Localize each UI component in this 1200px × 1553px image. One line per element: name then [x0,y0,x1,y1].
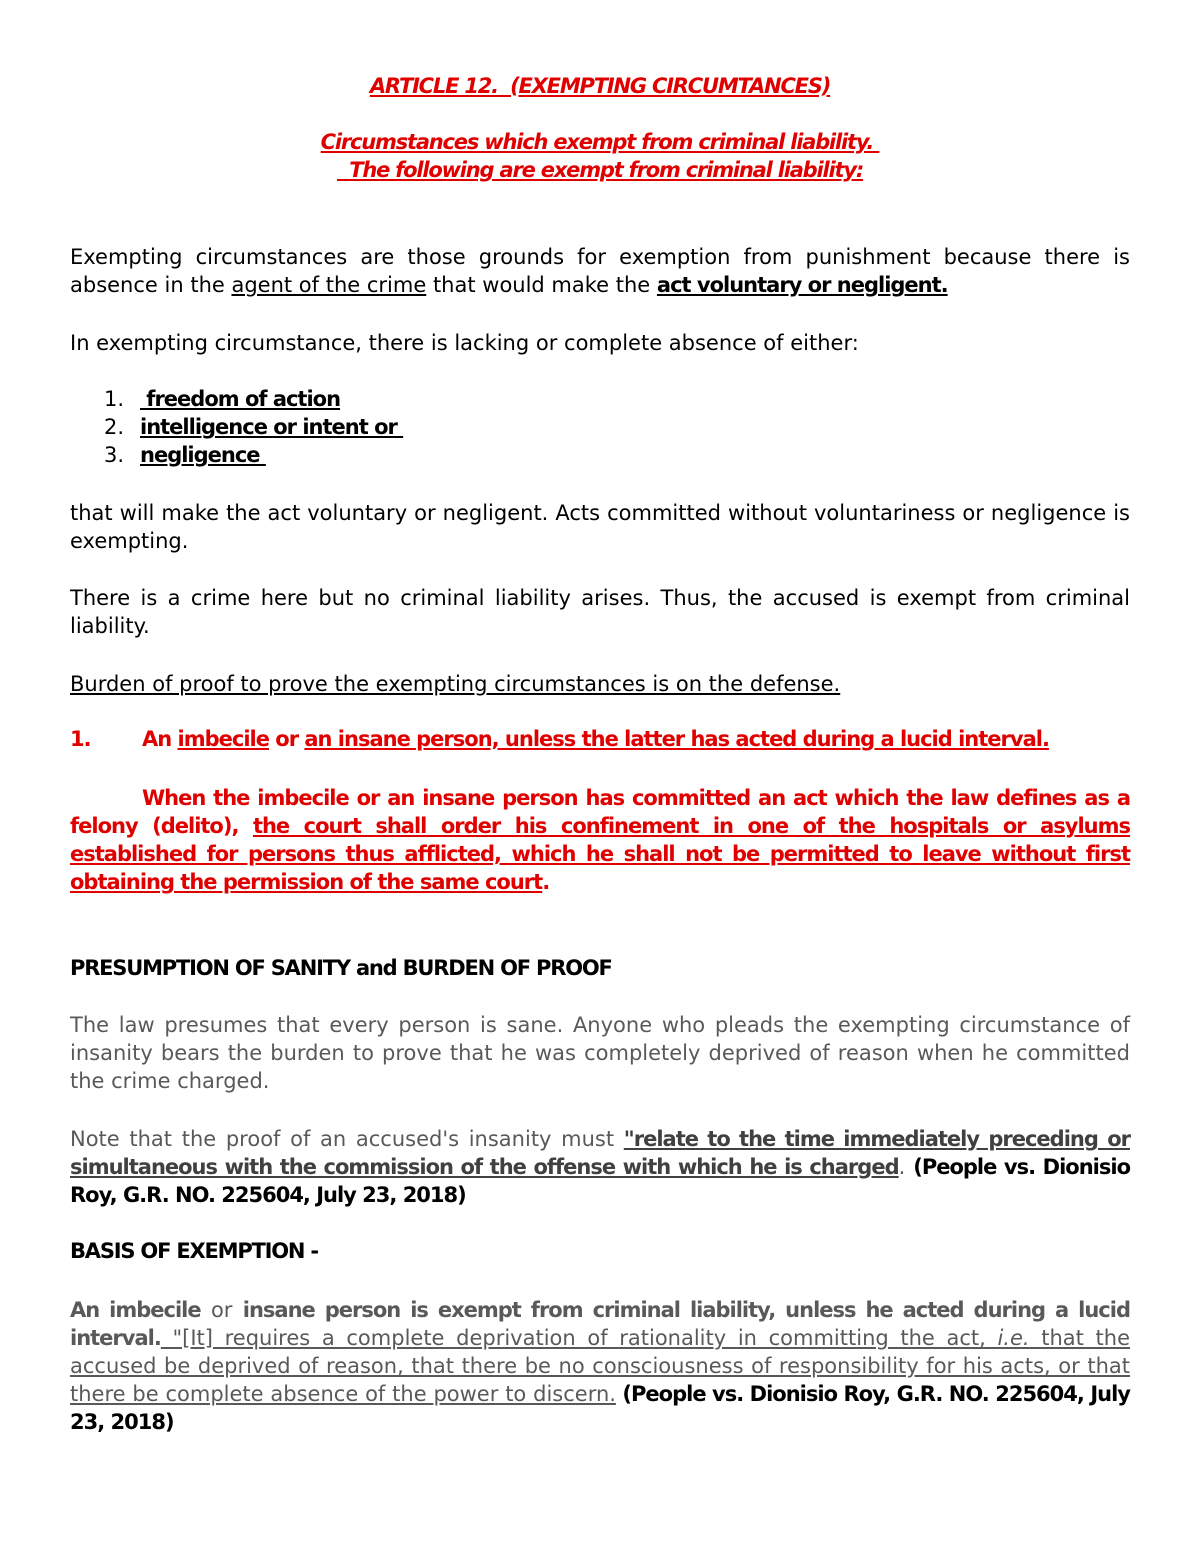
list-item: 3. negligence [104,443,266,467]
intro-paragraph-2: In exempting circumstance, there is lacking or complete absence of either: [70,331,859,355]
confinement-paragraph: When the imbecile or an insane person has committed an act which the law defines as a felony (delito), the court shall order his confinement in one of the hospitals or asylums established for persons thus afflicted, which he shall not be permitted to leave without first obtaining the permission of the same court. [70,786,1131,894]
article-subtitle: Circumstances which exempt from criminal liability. [320,130,880,154]
basis-paragraph: An imbecile or insane person is exempt from criminal liability, unless he acted during a lucid interval. "[It] requires a complete deprivation of rationality in committing the act, i.e. that the accused be deprived of reason, that there be no consciousness of responsibility for his acts, or that there be complete absence of the power to discern. (People vs. Dionisio Roy, G.R. NO. 225604, July 23, 2018) [70,1298,1130,1434]
intro-paragraph: Exempting circumstances are those grounds for exemption from punishment because there is absence in the agent of the crime that would make the act voluntary or negligent. [70,245,1130,297]
insanity-proof-paragraph: Note that the proof of an accused's insanity must "relate to the time immediately preceding or simultaneous with the commission of the offense with which he is charged. (People vs. Dionisio Roy, G.R. NO. 225604, July 23, 2018) [70,1127,1131,1207]
body-paragraph: There is a crime here but no criminal liability arises. Thus, the accused is exempt from criminal liability. [70,586,1130,638]
presumption-paragraph: The law presumes that every person is sane. Anyone who pleads the exempting circumstance of insanity bears the burden to prove that he was completely deprived of reason when he committed the crime charged. [70,1013,1130,1093]
list-item: 2. intelligence or intent or [104,415,404,439]
section-heading-presumption: PRESUMPTION OF SANITY and BURDEN OF PROOF [70,956,612,980]
section-heading-basis: BASIS OF EXEMPTION - [70,1239,318,1263]
exemption-item-1: 1. An imbecile or an insane person, unless the latter has acted during a lucid interval. [70,727,1049,751]
article-subtitle-2: The following are exempt from criminal liability: [336,158,864,182]
article-title: ARTICLE 12. (EXEMPTING CIRCUMTANCES) [369,74,831,98]
list-item: 1. freedom of action [104,387,341,411]
burden-of-proof-note: Burden of proof to prove the exempting circumstances is on the defense. [70,672,841,696]
body-paragraph: that will make the act voluntary or negligent. Acts committed without voluntariness or negligence is exempting. [70,501,1130,553]
